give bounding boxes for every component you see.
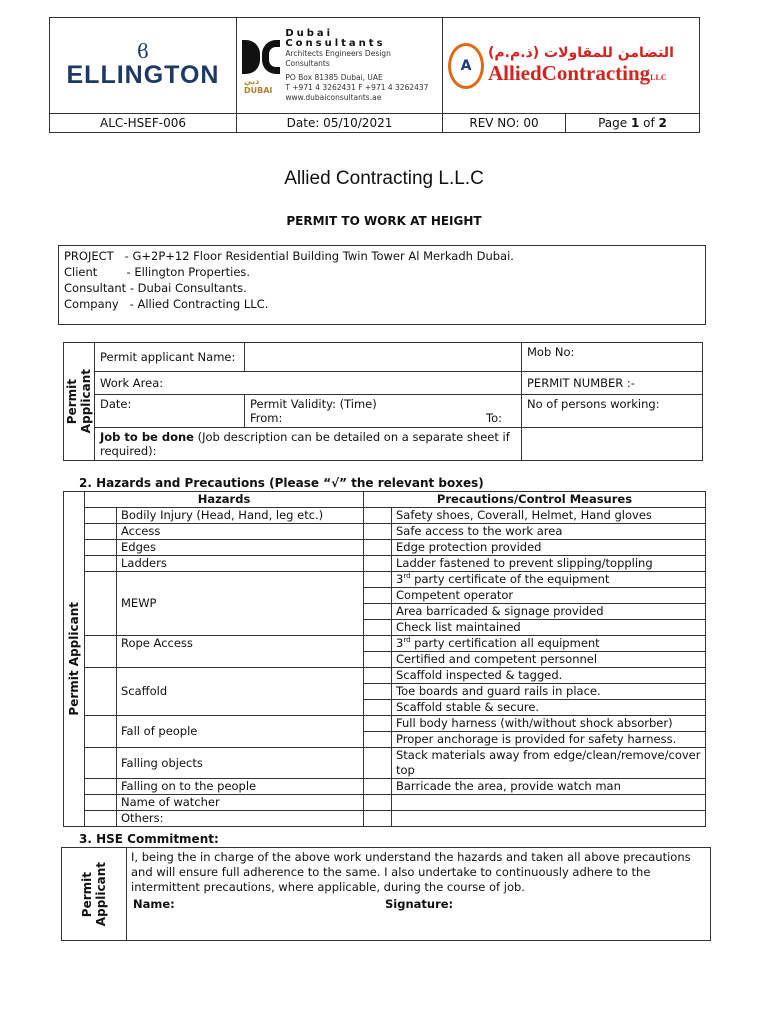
- hazard-checkbox[interactable]: [85, 716, 117, 748]
- hazard-checkbox[interactable]: [85, 540, 117, 556]
- hazard-checkbox[interactable]: [85, 556, 117, 572]
- doc-date: Date: 05/10/2021: [237, 114, 443, 133]
- persons-working-field[interactable]: No of persons working:: [522, 395, 703, 428]
- hazard-checkbox[interactable]: [85, 748, 117, 779]
- applicant-name-field[interactable]: [245, 343, 522, 372]
- document-header: [49, 17, 700, 133]
- precaution-checkbox[interactable]: [364, 620, 392, 636]
- hse-commitment-table: [61, 847, 711, 941]
- dc-po: PO Box 81385 Dubai, UAE: [285, 72, 383, 82]
- precaution-checkbox[interactable]: [364, 700, 392, 716]
- section3-heading: 3. HSE Commitment:: [79, 832, 219, 846]
- hazard-label: Edges: [117, 540, 364, 556]
- precaution-label: Ladder fastened to prevent slipping/toppling: [392, 556, 706, 572]
- hazard-label: Fall of people: [117, 716, 364, 748]
- hazard-label: Others:: [117, 811, 364, 827]
- company-title: Allied Contracting L.L.C: [284, 168, 484, 189]
- hazard-checkbox[interactable]: [85, 524, 117, 540]
- hazard-label: Bodily Injury (Head, Hand, leg etc.): [117, 508, 364, 524]
- job-description-field[interactable]: [522, 428, 703, 461]
- precaution-checkbox[interactable]: [364, 540, 392, 556]
- precaution-label: Certified and competent personnel: [392, 652, 706, 668]
- consultant-line: Consultant - Dubai Consultants.: [64, 281, 247, 295]
- permit-applicant-table: [63, 342, 703, 461]
- rev-number: REV NO: 00: [443, 114, 566, 133]
- precaution-checkbox[interactable]: [364, 588, 392, 604]
- ellington-logo-cell: [50, 18, 237, 114]
- ellington-logo: [55, 41, 231, 90]
- hazard-label: Falling on to the people: [117, 779, 364, 795]
- others-field[interactable]: [392, 811, 706, 827]
- dc-mark-icon: [242, 40, 279, 95]
- hazards-table: [63, 491, 706, 827]
- precautions-col-header: Precautions/Control Measures: [364, 492, 706, 508]
- precaution-checkbox[interactable]: [364, 636, 392, 652]
- precaution-checkbox[interactable]: [364, 716, 392, 732]
- precaution-checkbox[interactable]: [364, 779, 392, 795]
- hse-side-label: Permit Applicant: [62, 848, 127, 941]
- hazard-checkbox[interactable]: [85, 779, 117, 795]
- job-label: Job to be done (Job description can be detailed on a separate sheet if required):: [95, 428, 522, 461]
- page-number: Page 1 of 2: [566, 114, 700, 133]
- precaution-label: Safe access to the work area: [392, 524, 706, 540]
- precaution-checkbox[interactable]: [364, 572, 392, 588]
- precaution-label: Check list maintained: [392, 620, 706, 636]
- permit-validity-field[interactable]: [245, 395, 522, 428]
- ellington-mark-icon: ϐ: [137, 39, 149, 63]
- precaution-label: Full body harness (with/without shock absorber): [392, 716, 706, 732]
- work-area-field[interactable]: Work Area:: [95, 372, 522, 395]
- hazard-checkbox[interactable]: [85, 636, 117, 668]
- permit-number-field[interactable]: PERMIT NUMBER :-: [522, 372, 703, 395]
- hse-commitment-body: [127, 848, 711, 941]
- hse-commitment-text: I, being the in charge of the above work understand the hazards and taken all above precautions and will ensure full adherence to the same. I also undertake to continuously adhere to the intermittent precautions, where applicable, during the course of job.: [131, 850, 691, 894]
- ellington-name: ELLINGTON: [66, 61, 220, 89]
- dc-web: www.dubaiconsultants.ae: [285, 92, 382, 102]
- dubai-consultants-logo: [242, 29, 437, 103]
- precaution-label: Scaffold stable & secure.: [392, 700, 706, 716]
- allied-logo-cell: [443, 18, 700, 114]
- precaution-label: Proper anchorage is provided for safety harness.: [392, 732, 706, 748]
- dc-title: Dubai Consultants: [285, 27, 386, 49]
- permit-applicant-side: Permit Applicant: [64, 343, 95, 461]
- company-line: Company - Allied Contracting LLC.: [64, 297, 269, 311]
- project-info-box: [58, 245, 706, 325]
- date-field[interactable]: Date:: [95, 395, 245, 428]
- hazard-checkbox[interactable]: [85, 668, 117, 716]
- dc-phone: T +971 4 3262431 F +971 4 3262437: [285, 82, 429, 92]
- hazards-col-header: Hazards: [85, 492, 364, 508]
- precaution-checkbox[interactable]: [364, 668, 392, 684]
- validity-label: Permit Validity: (Time): [250, 397, 377, 411]
- precaution-checkbox[interactable]: [364, 508, 392, 524]
- precaution-label: Edge protection provided: [392, 540, 706, 556]
- hazard-label: MEWP: [117, 572, 364, 636]
- precaution-label: 3rd party certification all equipment: [392, 636, 706, 652]
- section2-heading: 2. Hazards and Precautions (Please “√” the relevant boxes): [79, 476, 484, 490]
- precaution-label: Scaffold inspected & tagged.: [392, 668, 706, 684]
- precaution-checkbox[interactable]: [364, 652, 392, 668]
- dc-mark-ar: دبي: [244, 76, 260, 86]
- hazard-label: Access: [117, 524, 364, 540]
- hazard-checkbox[interactable]: [85, 795, 117, 811]
- doc-number: ALC-HSEF-006: [50, 114, 237, 133]
- hazard-label: Name of watcher: [117, 795, 364, 811]
- precaution-label: Stack materials away from edge/clean/remove/cover top: [392, 748, 706, 779]
- applicant-name-label: Permit applicant Name:: [95, 343, 245, 372]
- signature-label: Signature:: [385, 897, 454, 911]
- precaution-label: Area barricaded & signage provided: [392, 604, 706, 620]
- precaution-checkbox[interactable]: [364, 556, 392, 572]
- precaution-checkbox[interactable]: [364, 748, 392, 779]
- precaution-checkbox[interactable]: [364, 684, 392, 700]
- dc-subtitle: Architects Engineers Design Consultants: [285, 48, 391, 68]
- hazard-label: Scaffold: [117, 668, 364, 716]
- precaution-checkbox[interactable]: [364, 811, 392, 827]
- precaution-label: Competent operator: [392, 588, 706, 604]
- mob-no-field[interactable]: Mob No:: [522, 343, 703, 372]
- hazard-checkbox[interactable]: [85, 508, 117, 524]
- hazard-checkbox[interactable]: [85, 572, 117, 636]
- precaution-checkbox[interactable]: [364, 795, 392, 811]
- form-title: PERMIT TO WORK AT HEIGHT: [286, 214, 482, 228]
- allied-english-name: AlliedContracting: [488, 61, 651, 85]
- allied-logo: [448, 43, 694, 89]
- precaution-label: 3rd party certificate of the equipment: [392, 572, 706, 588]
- precaution-label: Safety shoes, Coverall, Helmet, Hand gloves: [392, 508, 706, 524]
- watcher-name-field[interactable]: [392, 795, 706, 811]
- hazard-checkbox[interactable]: [85, 811, 117, 827]
- client-line: Client - Ellington Properties.: [64, 265, 251, 279]
- precaution-checkbox[interactable]: [364, 524, 392, 540]
- hazard-label: Falling objects: [117, 748, 364, 779]
- allied-suffix: LLC: [650, 73, 667, 82]
- precaution-label: Toe boards and guard rails in place.: [392, 684, 706, 700]
- hazards-side-label: Permit Applicant: [64, 492, 85, 827]
- dubai-consultants-logo-cell: [237, 18, 443, 114]
- project-line: PROJECT - G+2P+12 Floor Residential Building Twin Tower Al Merkadh Dubai.: [64, 249, 514, 263]
- allied-arabic-name: التضامن للمقاولات (ذ.م.م): [488, 45, 674, 61]
- dc-mark-en: DUBAI: [244, 85, 273, 95]
- precaution-label: Barricade the area, provide watch man: [392, 779, 706, 795]
- name-label: Name:: [133, 897, 175, 911]
- to-label: To:: [486, 411, 502, 425]
- from-label: From:: [250, 411, 283, 425]
- hazard-label: Ladders: [117, 556, 364, 572]
- precaution-checkbox[interactable]: [364, 604, 392, 620]
- allied-a-icon: A: [448, 43, 484, 89]
- hazard-label: Rope Access: [117, 636, 364, 668]
- precaution-checkbox[interactable]: [364, 732, 392, 748]
